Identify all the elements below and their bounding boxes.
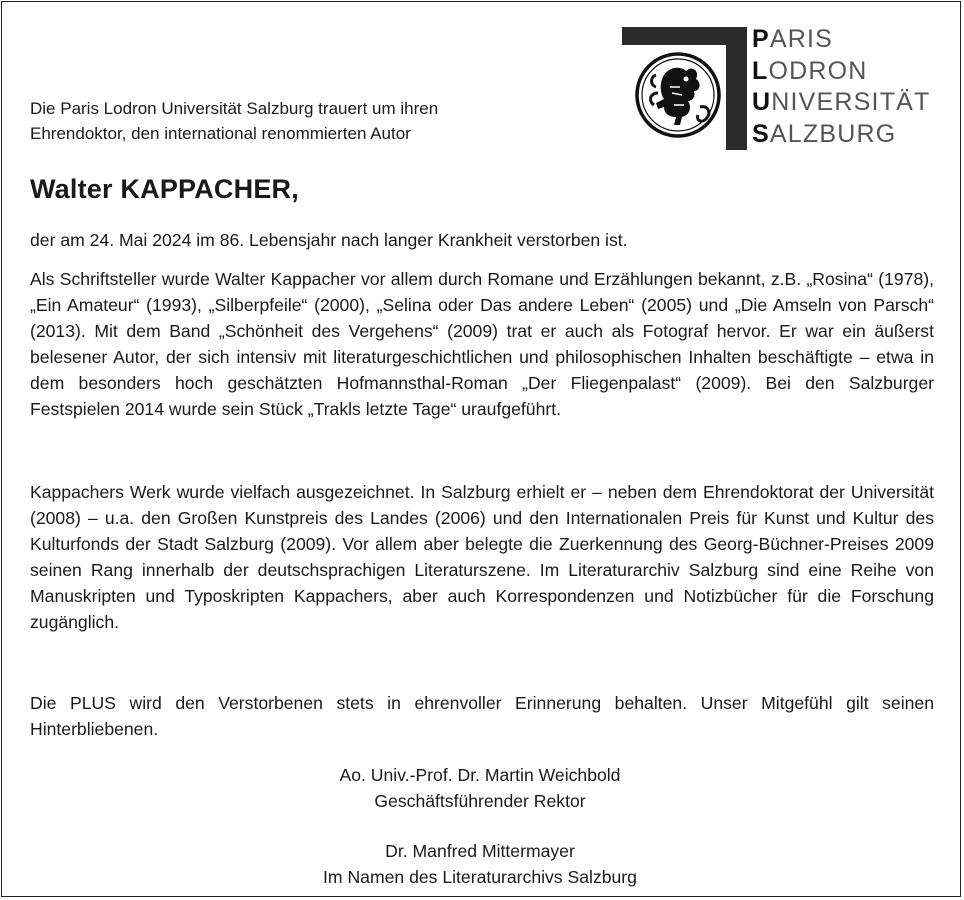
paragraph-works: Als Schriftsteller wurde Walter Kappacher vor allem durch Romane und Erzählungen bekannt, z.B. „Rosina“ (1978), „Ein Amateur“ (1993), „Silberpfeile“ (2000), „Selina oder Das andere Leben“ (2005) und „Die Amseln von Parsch“ (2013). Mit dem Band „Schönheit des Vergehens“ (2009) trat er auch als Fotograf hervor. Er war ein äußerst belesener Autor, der sich intensiv mit literaturgeschichtlichen und philosophischen Inhalten beschäftigte – etwa in dem besonders hoch geschätzten Hofmannsthal-Roman „Der Fliegenpalast“ (2009). Bei den Salzburger Festspielen 2014 wurde sein Stück „Trakls letzte Tage“ uraufgeführt. (30, 269, 934, 419)
signatory-name: Dr. Manfred Mittermayer (385, 841, 575, 861)
logo-line-universitaet: UNIVERSITÄT (752, 88, 931, 116)
signatory-archive (240, 838, 720, 890)
logo-line-salzburg: SALZBURG (752, 119, 897, 148)
logo-line-lodron: LODRON (752, 56, 868, 85)
university-logo-wordmark (752, 24, 931, 150)
signatory-name: Ao. Univ.-Prof. Dr. Martin Weichbold (339, 765, 621, 785)
signatory-role: Im Namen des Literaturarchivs Salzburg (323, 867, 637, 887)
signatory-role: Geschäftsführender Rektor (374, 791, 586, 811)
intro-text (30, 96, 590, 146)
paragraph-condolence: Die PLUS wird den Verstorbenen stets in ehrenvoller Erinnerung behalten. Unser Mitgefühl gilt seinen Hinterbliebenen. (30, 693, 934, 739)
signatory-rector (240, 762, 720, 814)
university-logo-mark (622, 27, 747, 150)
intro-line-2: Ehrendoktor, den international renommierten Autor (30, 124, 411, 143)
intro-line-1: Die Paris Lodron Universität Salzburg trauert um ihren (30, 99, 439, 118)
logo-line-paris: PARIS (752, 25, 834, 53)
deceased-name: Walter KAPPACHER, (30, 174, 299, 204)
paragraph-awards: Kappachers Werk wurde vielfach ausgezeichnet. In Salzburg erhielt er – neben dem Ehrendoktorat der Universität (2008) – u.a. den Großen Kunstpreis des Landes (2006) und den Internationalen Preis für Kunst und Kultur des Kulturfonds der Stadt Salzburg (2009). Vor allem aber belegte die Zuerkennung des Georg-Büchner-Preises 2009 seinen Rang innerhalb der deutschsprachigen Literaturszene. Im Literaturarchiv Salzburg sind eine Reihe von Manuskripten und Typoskripten Kappachers, aber auch Korrespondenzen und Notizbücher für die Forschung zugänglich. (30, 482, 934, 632)
paragraph-death-date: der am 24. Mai 2024 im 86. Lebensjahr nach langer Krankheit verstorben ist. (30, 230, 628, 250)
